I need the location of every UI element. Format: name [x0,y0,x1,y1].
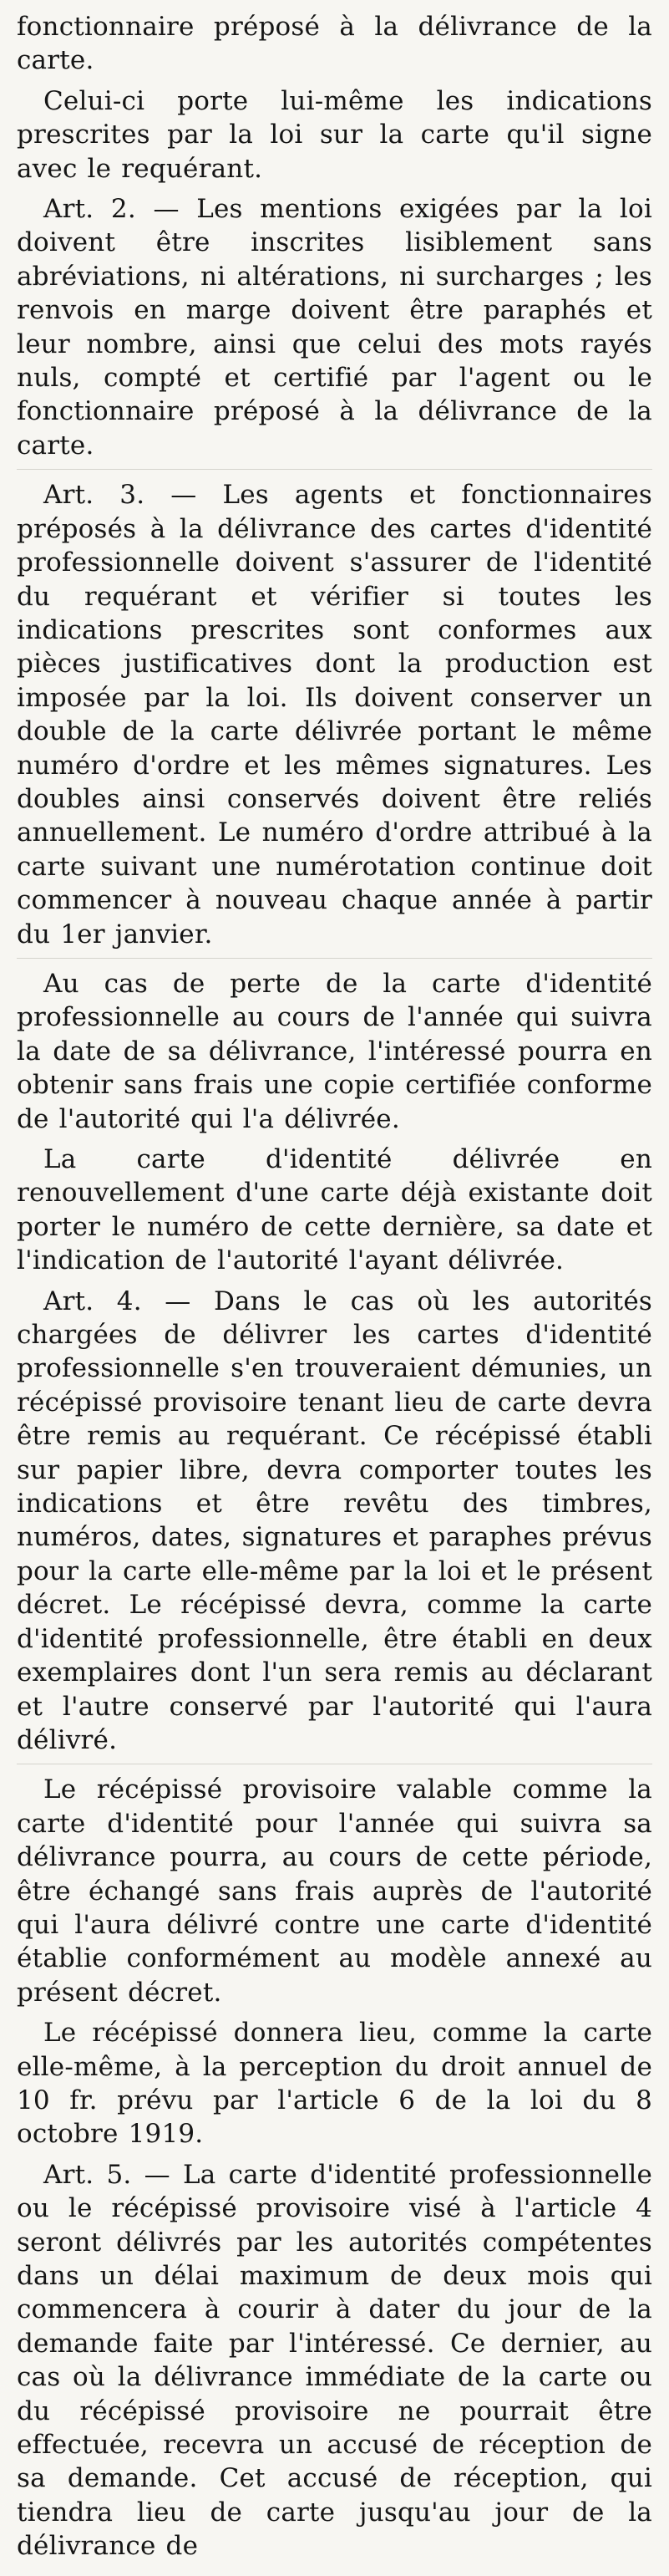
paragraph-provisional-receipt: Le récépissé provisoire valable comme la carte d'identité pour l'année qui suivra sa délivrance pourra, au cours de cette période, être échangé sans frais auprès de l'autorité qui l'aura délivré contre une carte d'identité établie conformément au modèle annexé au présent décret. [17,1774,652,2008]
paragraph-article-4: Art. 4. — Dans le cas où les autorités chargées de délivrer les cartes d'identité professionnelle s'en trouveraient démunies, un récépissé provisoire tenant lieu de carte devra être remis au requérant. Ce récépissé établi sur papier libre, devra comporter toutes les indications et être revêtu des timbres, numéros, dates, signatures et paraphes prévus pour la carte elle-même par la loi et le présent décret. Le récépissé devra, comme la carte d'identité professionnelle, être établi en deux exemplaires dont l'un sera remis au déclarant et l'autre conservé par l'autorité qui l'aura délivré. [17,1285,652,1755]
paragraph-article-2: Art. 2. — Les mentions exigées par la loi doivent être inscrites lisiblement sans abréviations, ni altérations, ni surcharges ; les renvois en marge doivent être paraphés et leur nombre, ainsi que celui des mots rayés nuls, compté et certifié par l'agent ou le fonctionnaire préposé à la délivrance de la carte. [17,194,652,461]
paragraph-signature-note: Celui-ci porte lui-même les indications prescrites par la loi sur la carte qu'il signe avec le requérant. [17,85,652,184]
column-divider [17,958,652,959]
column-divider [17,469,652,470]
paragraph-lost-card: Au cas de perte de la carte d'identité professionnelle au cours de l'année qui suivra la date de sa délivrance, l'intéressé pourra en obtenir sans frais une copie certifiée conforme de l'autorité qui l'a délivrée. [17,968,652,1134]
paragraph-article-5: Art. 5. — La carte d'identité professionnelle ou le récépissé provisoire visé à l'article 4 seront délivrés par les autorités compétentes dans un délai maximum de deux mois qui commencera à courir à dater du jour de la demande faite par l'intéressé. Ce dernier, au cas où la délivrance immédiate de la carte ou du récépissé provisoire ne pourrait être effectuée, recevra un accusé de réception de sa demande. Cet accusé de réception, qui tiendra lieu de carte jusqu'au jour de la délivrance de [17,2159,652,2562]
paragraph-article-3: Art. 3. — Les agents et fonctionnaires préposés à la délivrance des cartes d'identité professionnelle doivent s'assurer de l'identité du requérant et vérifier si toutes les indications prescrites sont conformes aux pièces justificatives dont la production est imposée par la loi. Ils doivent conserver un double de la carte délivrée portant le même numéro d'ordre et les mêmes signatures. Les doubles ainsi conservés doivent être reliés annuellement. Le numéro d'ordre attribué à la carte suivant une numérotation continue doit commencer à nouveau chaque année à partir du 1er janvier. [17,480,652,949]
paragraph-continuation: fonctionnaire préposé à la délivrance de la carte. [17,12,652,76]
paragraph-renewal: La carte d'identité délivrée en renouvellement d'une carte déjà existante doit porter le numéro de cette dernière, sa date et l'indication de l'autorité l'ayant délivrée. [17,1144,652,1276]
paragraph-fee: Le récépissé donnera lieu, comme la carte elle-même, à la perception du droit annuel de 10 fr. prévu par l'article 6 de la loi du 8 octobre 1919. [17,2018,652,2150]
